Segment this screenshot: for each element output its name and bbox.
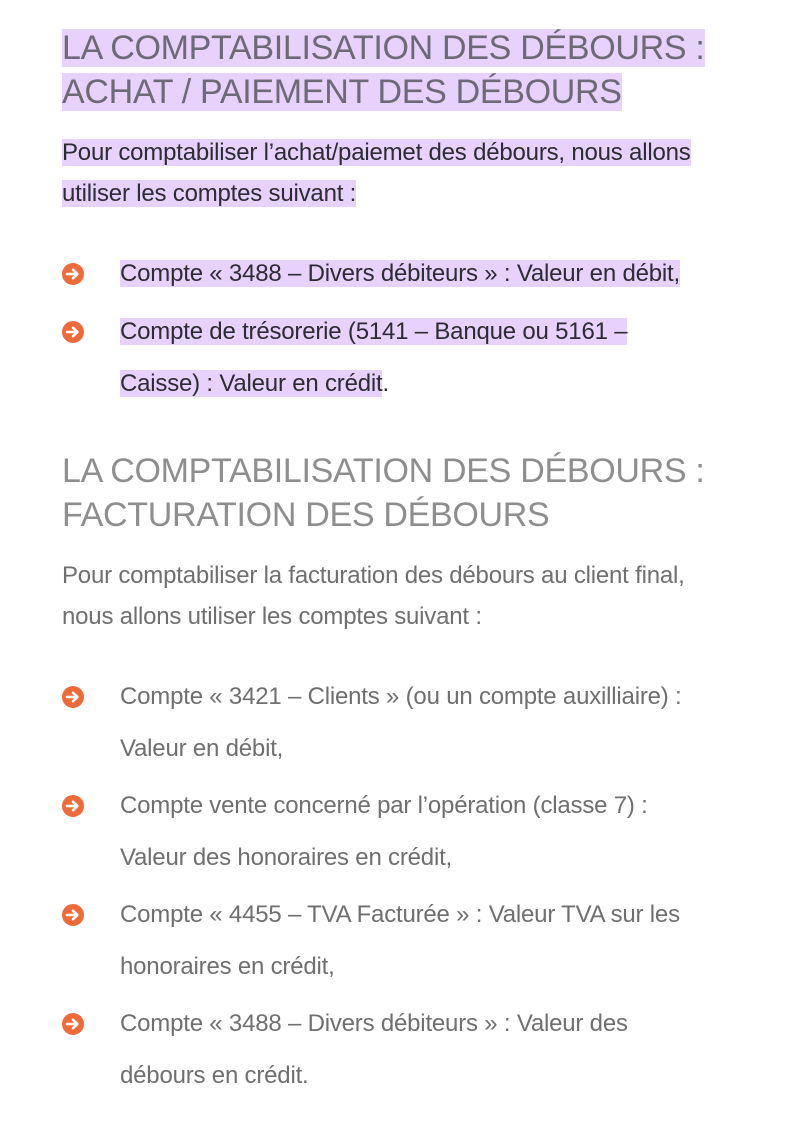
intro-text: Pour comptabiliser l’achat/paiemet des débours, nous allons utiliser les comptes suivant : (62, 139, 691, 207)
arrow-circle-right-icon (62, 1013, 84, 1035)
heading-line-1: LA COMPTABILISATION DES DÉBOURS : (62, 452, 705, 490)
arrow-circle-right-icon (62, 904, 84, 926)
list-item-text: Compte « 3488 – Divers débiteurs » : Valeur des débours en crédit. (120, 1010, 628, 1089)
section-heading (62, 449, 742, 537)
section-heading (62, 26, 742, 114)
heading-line-2: FACTURATION DES DÉBOURS (62, 496, 550, 534)
arrow-circle-right-icon (62, 686, 84, 708)
arrow-circle-right-icon (62, 795, 84, 817)
arrow-circle-right-icon (62, 321, 84, 343)
section-intro (62, 555, 742, 637)
heading-line-1: LA COMPTABILISATION DES DÉBOURS : (62, 29, 705, 67)
heading-line-2: ACHAT / PAIEMENT DES DÉBOURS (62, 73, 622, 111)
section-intro (62, 132, 742, 214)
list-item-text: Compte de trésorerie (5141 – Banque ou 5161 – Caisse) : Valeur en crédit. (120, 318, 628, 397)
list-item-text: Compte « 3421 – Clients » (ou un compte auxilliaire) : Valeur en débit, (120, 683, 682, 762)
list-item-text: Compte vente concerné par l’opération (classe 7) : Valeur des honoraires en crédit, (120, 792, 648, 871)
intro-text: Pour comptabiliser la facturation des débours au client final, nous allons utiliser les comptes suivant : (62, 562, 685, 630)
arrow-circle-right-icon (62, 263, 84, 285)
list-item-text: Compte « 3488 – Divers débiteurs » : Valeur en débit, (120, 260, 680, 287)
section-achat-paiement (62, 26, 742, 397)
section-facturation (62, 449, 742, 1089)
list-item-text: Compte « 4455 – TVA Facturée » : Valeur TVA sur les honoraires en crédit, (120, 901, 680, 980)
